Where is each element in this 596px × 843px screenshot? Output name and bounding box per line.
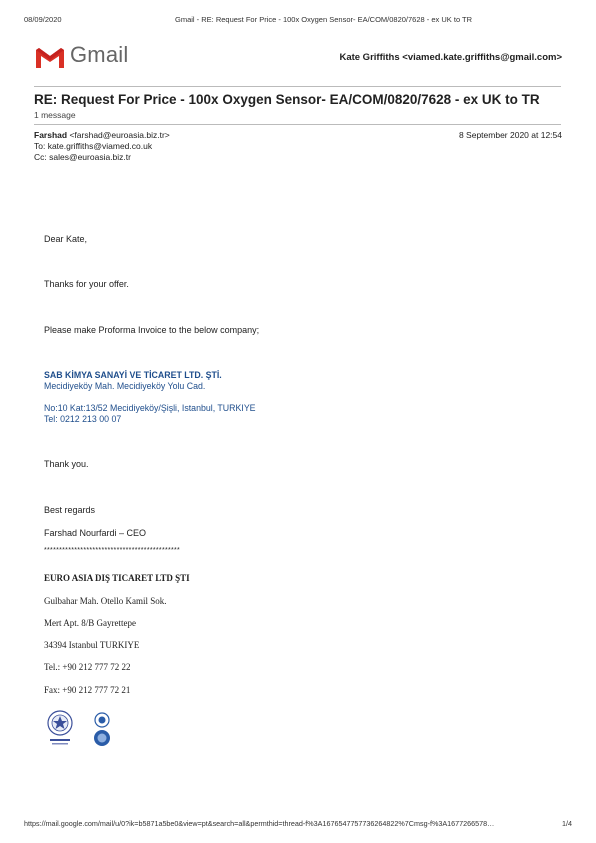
cc-line: Cc: sales@euroasia.biz.tr xyxy=(34,152,131,162)
best-regards: Best regards xyxy=(44,505,96,515)
company-address-2: No:10 Kat:13/52 Mecidiyeköy/Şişli, Istanbul, TURKIYE xyxy=(44,403,256,413)
company-name: SAB KİMYA SANAYİ VE TİCARET LTD. ŞTİ. xyxy=(44,370,222,380)
sig-tel: Tel.: +90 212 777 72 22 xyxy=(44,662,131,672)
footer-url: https://mail.google.com/mail/u/0?ik=b5871a5be0&view=pt&search=all&permthid=thread-f%3A1676547757736264822%7Cmsg-f%3A1677266578… xyxy=(24,819,495,828)
company-address-1: Mecidiyeköy Mah. Mecidiyeköy Yolu Cad. xyxy=(44,381,206,391)
membership-seal-icon xyxy=(46,709,74,749)
print-title: Gmail - RE: Request For Price - 100x Oxygen Sensor- EA/COM/0820/7628 - ex UK to TR xyxy=(175,15,473,24)
sig-address-1: Gulbahar Mah. Otello Kamil Sok. xyxy=(44,596,167,606)
sig-fax: Fax: +90 212 777 72 21 xyxy=(44,685,131,695)
sig-company: EURO ASIA DIŞ TICARET LTD ŞTI xyxy=(44,573,190,583)
gmail-logo xyxy=(34,44,134,72)
sig-address-2: Mert Apt. 8/B Gayrettepe xyxy=(44,618,136,628)
signature-separator: ********************************************* xyxy=(44,547,181,554)
sender-email: <farshad@euroasia.biz.tr> xyxy=(69,130,170,140)
message-count: 1 message xyxy=(34,110,76,120)
header-divider xyxy=(34,86,561,87)
thread-divider xyxy=(34,124,561,125)
sender-line xyxy=(34,130,170,140)
gmail-m-icon xyxy=(34,46,66,70)
proforma-request: Please make Proforma Invoice to the below company; xyxy=(44,325,260,335)
to-line: To: kate.griffiths@viamed.co.uk xyxy=(34,141,153,151)
print-date: 08/09/2020 xyxy=(24,15,62,24)
thanks-offer: Thanks for your offer. xyxy=(44,279,129,289)
sig-address-3: 34394 Istanbul TURKIYE xyxy=(44,640,140,650)
thank-you: Thank you. xyxy=(44,459,89,469)
sender-name: Farshad xyxy=(34,130,68,140)
account-email: Kate Griffiths <viamed.kate.griffiths@gmail.com> xyxy=(339,52,562,63)
signer-name: Farshad Nourfardi – CEO xyxy=(44,528,147,538)
gmail-wordmark: Gmail xyxy=(70,42,129,67)
page-number: 1/4 xyxy=(562,819,572,828)
chamber-seal-icon xyxy=(90,711,114,749)
thread-subject: RE: Request For Price - 100x Oxygen Sensor- EA/COM/0820/7628 - ex UK to TR xyxy=(34,92,540,107)
company-tel: Tel: 0212 213 00 07 xyxy=(44,414,122,424)
message-date: 8 September 2020 at 12:54 xyxy=(458,130,562,140)
greeting: Dear Kate, xyxy=(44,234,88,244)
